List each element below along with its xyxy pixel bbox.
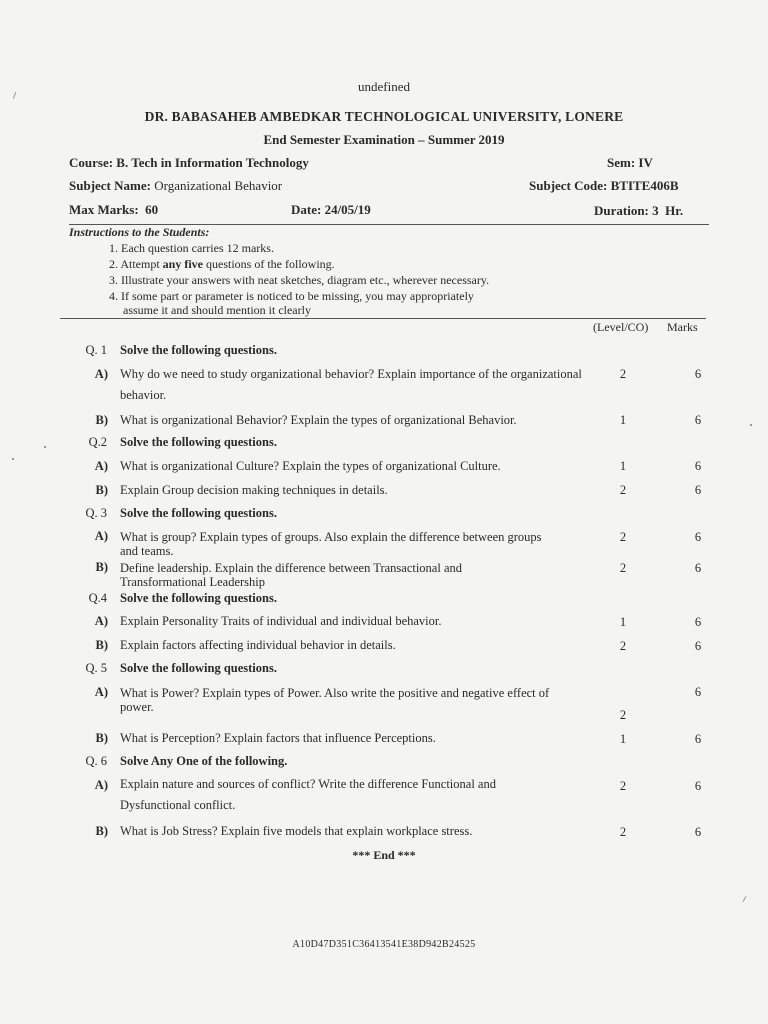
scan-speck [743,896,747,902]
question-number: Q. 1 [85,343,107,357]
part-marks: 6 [694,459,702,473]
exam-title: End Semester Examination – Summer 2019 [263,132,505,147]
part-level: 2 [619,530,627,544]
subject-code-value: BTITE406B [610,178,679,193]
exam-date: Date: 24/05/19 [291,202,371,217]
question-heading: Solve the following questions. [120,435,277,449]
question-number: Q. 6 [85,754,107,768]
part-label: A) [94,529,108,543]
top-label: undefined [358,79,410,94]
part-marks: 6 [694,779,702,793]
part-level: 2 [619,367,627,381]
part-marks: 6 [694,685,702,699]
part-level: 1 [619,732,627,746]
instruction-4-cont: assume it and should mention it clearly [123,303,311,317]
part-marks: 6 [694,561,702,575]
scan-speck [12,458,14,460]
question-heading: Solve the following questions. [120,661,277,675]
part-text: What is organizational Culture? Explain the types of organizational Culture. [120,459,501,473]
part-text: Explain Personality Traits of individual and individual behavior. [120,614,442,628]
paper-code: A10D47D351C36413541E38D942B24525 [292,939,476,950]
subject-name-line [69,178,282,194]
university-name: DR. BABASAHEB AMBEDKAR TECHNOLOGICAL UNIVERSITY, LONERE [144,109,624,124]
instruction-1: 1. Each question carries 12 marks. [109,241,274,255]
part-text: What is Power? Explain types of Power. Also write the positive and negative effect of power. [120,686,550,714]
level-column-header: (Level/CO) [593,320,649,334]
instruction-3: 3. Illustrate your answers with neat sketches, diagram etc., wherever necessary. [109,273,490,287]
subject-name-label: Subject Name: [69,178,151,193]
part-label: A) [94,614,108,628]
part-marks: 6 [694,483,702,497]
part-text: Explain nature and sources of conflict? Write the difference Functional and Dysfunctional conflict. [120,777,496,812]
end-marker: *** End *** [352,848,416,862]
question-heading: Solve the following questions. [120,506,277,520]
part-level: 2 [619,825,627,839]
part-marks: 6 [694,615,702,629]
part-label: A) [94,367,108,381]
question-number: Q. 3 [85,506,107,520]
marks-column-header: Marks [667,320,698,334]
part-level: 2 [619,561,627,575]
subject-code-label: Subject Code: [529,178,608,193]
instructions-title: Instructions to the Students: [69,225,210,239]
part-marks: 6 [694,530,702,544]
part-level: 2 [619,639,627,653]
question-heading: Solve Any One of the following. [120,754,288,768]
part-label: A) [94,778,108,792]
part-text: Why do we need to study organizational behavior? Explain importance of the organizational behavior. [120,367,582,402]
part-label: B) [95,483,108,497]
scan-speck [44,446,46,448]
course-value: B. Tech in Information Technology [116,155,309,170]
part-text: What is Perception? Explain factors that influence Perceptions. [120,731,436,745]
instruction-2: 2. Attempt any five questions of the following. [109,257,335,271]
max-marks: Max Marks: 60 [69,202,159,217]
part-text: What is Job Stress? Explain five models that explain workplace stress. [120,824,473,838]
part-text: What is group? Explain types of groups. Also explain the difference between groups and teams. [120,530,542,558]
part-marks: 6 [694,413,702,427]
divider [60,318,706,319]
question-heading: Solve the following questions. [120,591,277,605]
part-marks: 6 [694,639,702,653]
part-label: B) [95,413,108,427]
part-level: 1 [619,615,627,629]
part-level: 2 [619,708,627,722]
part-marks: 6 [694,825,702,839]
instruction-2-emphasis: any five [162,257,204,271]
part-label: B) [95,638,108,652]
course-line [69,155,309,171]
part-text: What is organizational Behavior? Explain the types of organizational Behavior. [120,413,517,427]
semester: Sem: IV [607,155,653,170]
part-text: Define leadership. Explain the difference between Transactional and Transformational Leadership [120,561,463,589]
question-number: Q.4 [88,591,107,605]
part-label: A) [94,685,108,699]
part-text: Explain Group decision making techniques in details. [120,483,388,497]
part-label: B) [95,731,108,745]
course-label: Course: [69,155,114,170]
part-level: 1 [619,459,627,473]
part-label: A) [94,459,108,473]
question-number: Q.2 [88,435,107,449]
part-marks: 6 [694,732,702,746]
part-label: B) [95,824,108,838]
part-marks: 6 [694,367,702,381]
part-level: 2 [619,483,627,497]
part-text: Explain factors affecting individual behavior in details. [120,638,396,652]
question-number: Q. 5 [85,661,107,675]
instruction-4: 4. If some part or parameter is noticed to be missing, you may appropriately [109,289,474,303]
duration: Duration: 3 Hr. [594,203,684,218]
scan-speck [750,424,752,426]
part-level: 1 [619,413,627,427]
subject-code-line [529,178,679,194]
part-level: 2 [619,779,627,793]
part-label: B) [95,560,108,574]
subject-name-value: Organizational Behavior [154,178,283,193]
question-heading: Solve the following questions. [120,343,277,357]
